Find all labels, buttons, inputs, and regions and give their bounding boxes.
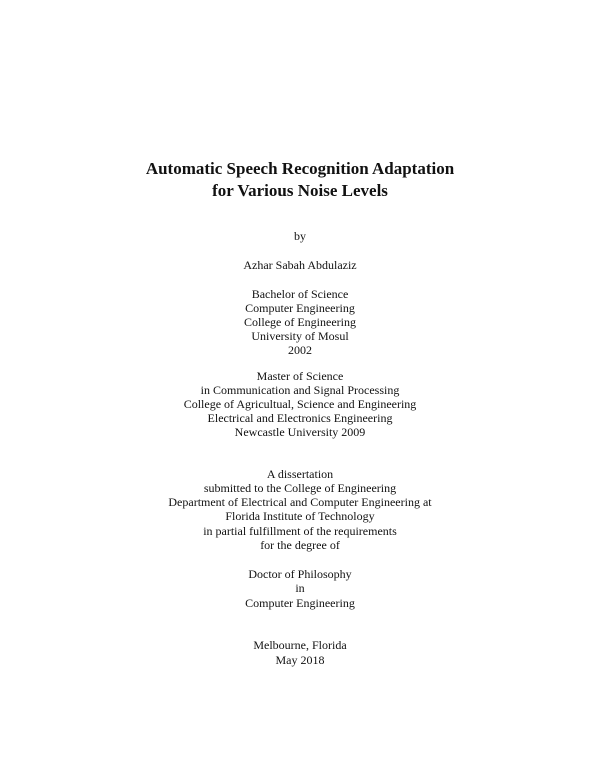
author-name: Azhar Sabah Abdulaziz [243, 258, 357, 272]
bachelor-college: College of Engineering [244, 315, 356, 329]
master-university-year: Newcastle University 2009 [234, 425, 366, 439]
bachelor-year: 2002 [288, 343, 312, 357]
dissertation-line-5: in partial fulfillment of the requirements [203, 524, 397, 538]
master-school: Electrical and Electronics Engineering [207, 411, 393, 425]
doctoral-field: Computer Engineering [245, 596, 355, 610]
bachelor-degree: Bachelor of Science [251, 287, 349, 301]
dissertation-line-1: A dissertation [266, 467, 334, 481]
by-text: by [294, 229, 306, 243]
bachelor-university: University of Mosul [251, 329, 349, 343]
dissertation-line-4: Florida Institute of Technology [225, 509, 375, 523]
dissertation-line-2: submitted to the College of Engineering [203, 481, 397, 495]
place: Melbourne, Florida [253, 638, 347, 652]
master-field: in Communication and Signal Processing [200, 383, 400, 397]
date: May 2018 [275, 653, 325, 667]
dissertation-title-line-2: for Various Noise Levels [212, 181, 388, 200]
doctoral-degree-in: in [295, 581, 305, 595]
master-degree: Master of Science [256, 369, 344, 383]
doctoral-degree: Doctor of Philosophy [248, 567, 352, 581]
bachelor-field: Computer Engineering [245, 301, 355, 315]
dissertation-line-3: Department of Electrical and Computer Engineering at [168, 495, 432, 509]
dissertation-line-6: for the degree of [260, 538, 340, 552]
master-college: College of Agricultual, Science and Engineering [183, 397, 417, 411]
dissertation-title-line-1: Automatic Speech Recognition Adaptation [145, 159, 455, 178]
